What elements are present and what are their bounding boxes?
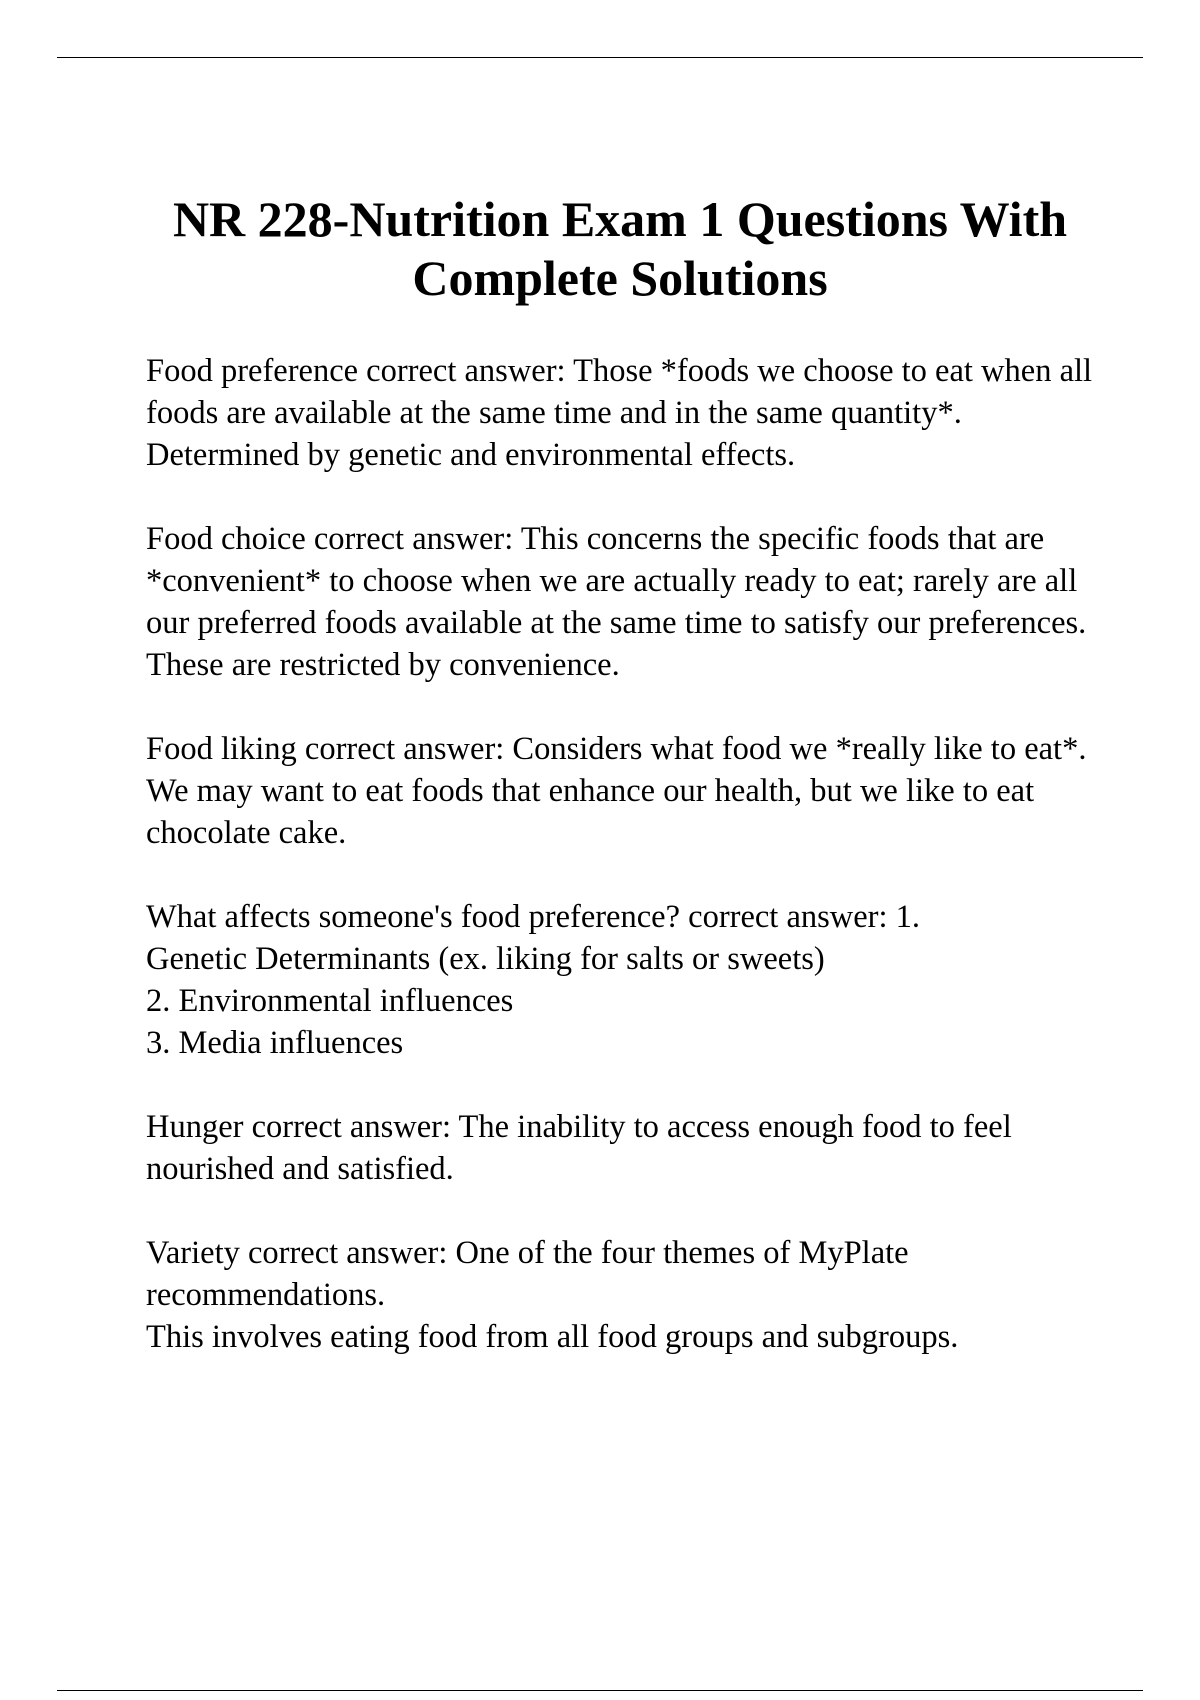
footer-rule xyxy=(57,1690,1143,1691)
qa-hunger: Hunger correct answer: The inability to access enough food to feel nourished and satisfied. xyxy=(146,1109,1012,1187)
document-body xyxy=(146,350,1106,1400)
page-title-line-2: Complete Solutions xyxy=(412,250,828,306)
header-rule xyxy=(57,57,1143,58)
qa-variety: Variety correct answer: One of the four themes of MyPlate recommendations. This involves eating food from all food groups and subgroups. xyxy=(146,1235,959,1355)
qa-food-preference: Food preference correct answer: Those *foods we choose to eat when all foods are available at the same time and in the same quantity*. Determined by genetic and environmental effects. xyxy=(146,353,1093,473)
qa-food-choice: Food choice correct answer: This concerns the specific foods that are *convenient* to choose when we are actually ready to eat; rarely are all our preferred foods available at the same time to satisfy our preferences. These are restricted by convenience. xyxy=(146,521,1087,683)
qa-food-preference-factors: What affects someone's food preference? correct answer: 1. Genetic Determinants (ex. liking for salts or sweets) 2. Environmental influences 3. Media influences xyxy=(146,899,921,1061)
qa-food-liking: Food liking correct answer: Considers what food we *really like to eat*. We may want to eat foods that enhance our health, but we like to eat chocolate cake. xyxy=(146,731,1087,851)
page-title xyxy=(100,190,1140,308)
page-title-line-1: NR 228-Nutrition Exam 1 Questions With xyxy=(172,191,1068,247)
